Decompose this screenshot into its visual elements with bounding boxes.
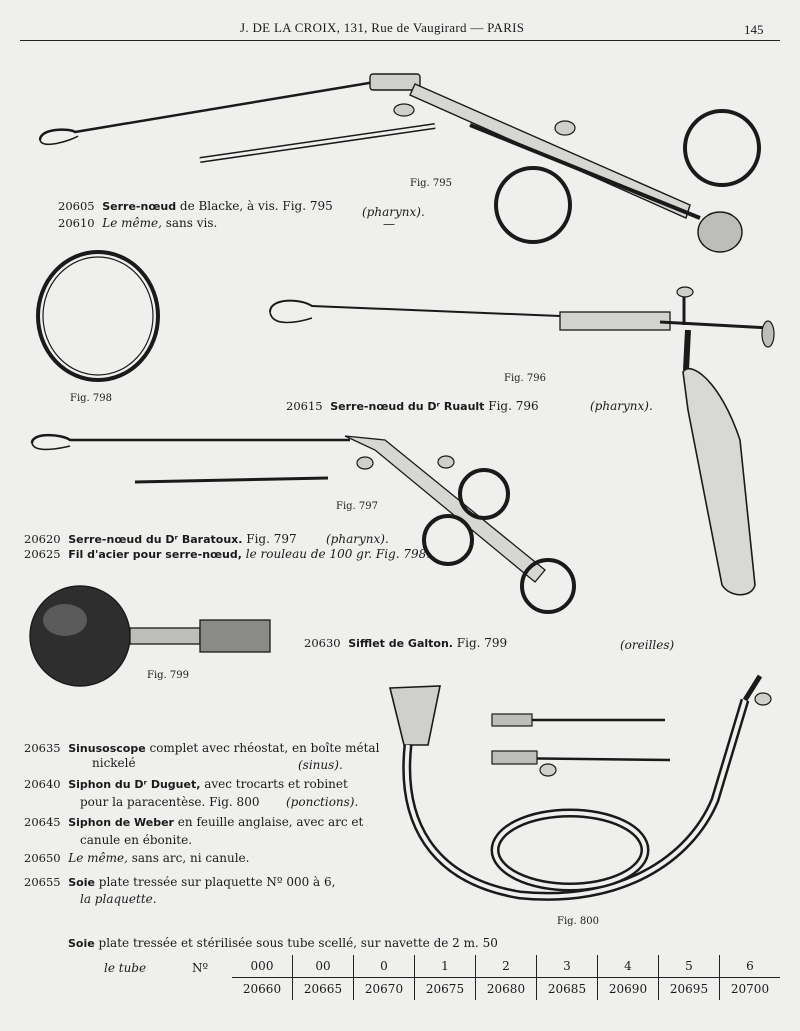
size-cell: 5 <box>659 955 720 978</box>
catalog-entry: 20630 Sifflet de Galton. Fig. 799 <box>304 636 508 650</box>
catalog-entry: 20620 Serre-nœud du Dʳ Baratoux. Fig. 797 <box>24 532 297 546</box>
entry-note: (oreilles) <box>620 638 675 652</box>
fig-799-caption: Fig. 799 <box>147 670 189 681</box>
fig-795-caption: Fig. 795 <box>410 178 452 189</box>
code-cell: 20680 <box>476 978 537 1001</box>
entry-note: (pharynx). <box>590 399 653 413</box>
code-row <box>232 978 780 1001</box>
size-cell: 0 <box>354 955 415 978</box>
code-cell: 20670 <box>354 978 415 1001</box>
table-no-label: Nº <box>192 961 209 975</box>
fig-797-caption: Fig. 797 <box>336 501 378 512</box>
code-cell: 20700 <box>720 978 781 1001</box>
code-cell: 20665 <box>293 978 354 1001</box>
size-cell: 6 <box>720 955 781 978</box>
catalog-entry: 20610 Le même, sans vis. <box>58 216 218 230</box>
catalog-entry: 20650 Le même, sans arc, ni canule. <box>24 851 250 865</box>
catalog-entry: 20640 Siphon du Dʳ Duguet, avec trocarts et robinet <box>24 777 348 791</box>
catalog-entry: 20645 Siphon de Weber en feuille anglaise, avec arc et <box>24 815 364 829</box>
size-code-table <box>232 955 780 1000</box>
entry-note: (pharynx). <box>326 532 389 546</box>
catalog-entry: 20635 Sinusoscope complet avec rhéostat, en boîte métal <box>24 741 380 755</box>
catalog-entry: 20625 Fil d'acier pour serre-nœud, le rouleau de 100 gr. Fig. 798. <box>24 547 431 561</box>
code-cell: 20695 <box>659 978 720 1001</box>
size-cell: 000 <box>232 955 293 978</box>
table-row-label: le tube <box>104 961 147 975</box>
catalog-entry-line2: canule en ébonite. <box>80 833 193 847</box>
catalog-entry: 20605 Serre-nœud de Blacke, à vis. Fig. 795 <box>58 199 333 213</box>
code-cell: 20660 <box>242 982 282 996</box>
catalog-entry-line2: pour la paracentèse. Fig. 800 <box>80 795 260 809</box>
size-cell: 1 <box>415 955 476 978</box>
catalog-entry: 20615 Serre-nœud du Dʳ Ruault Fig. 796 <box>286 399 539 413</box>
soie-sterile-entry: Soie plate tressée et stérilisée sous tube scellé, sur navette de 2 m. 50 <box>68 936 498 950</box>
entry-note: (sinus). <box>298 758 343 772</box>
catalog-entry-line2: la plaquette. <box>80 892 157 906</box>
size-cell: 00 <box>293 955 354 978</box>
steel-wire-coil-illustration <box>38 252 158 380</box>
entry-note: (pharynx). <box>362 205 425 219</box>
size-row <box>232 955 780 978</box>
fig-800-caption: Fig. 800 <box>557 916 599 927</box>
siphon-duguet-illustration <box>390 676 771 896</box>
catalog-entry-line2: nickelé <box>92 756 136 770</box>
code-cell: 20690 <box>598 978 659 1001</box>
page-number: 145 <box>744 22 764 37</box>
code-cell: 20675 <box>415 978 476 1001</box>
size-cell: 2 <box>476 955 537 978</box>
code-cell: 20685 <box>537 978 598 1001</box>
fig-796-caption: Fig. 796 <box>504 373 546 384</box>
serre-noeud-baratoux-illustration <box>32 435 574 612</box>
entry-note: — <box>383 217 395 231</box>
fig-798-caption: Fig. 798 <box>70 393 112 404</box>
catalog-entry: 20655 Soie plate tressée sur plaquette Nº 000 à 6, <box>24 875 336 889</box>
size-cell: 4 <box>598 955 659 978</box>
size-cell: 3 <box>537 955 598 978</box>
entry-note: (ponctions). <box>286 795 359 809</box>
page-header: J. DE LA CROIX, 131, Rue de Vaugirard — PARIS <box>240 20 525 35</box>
